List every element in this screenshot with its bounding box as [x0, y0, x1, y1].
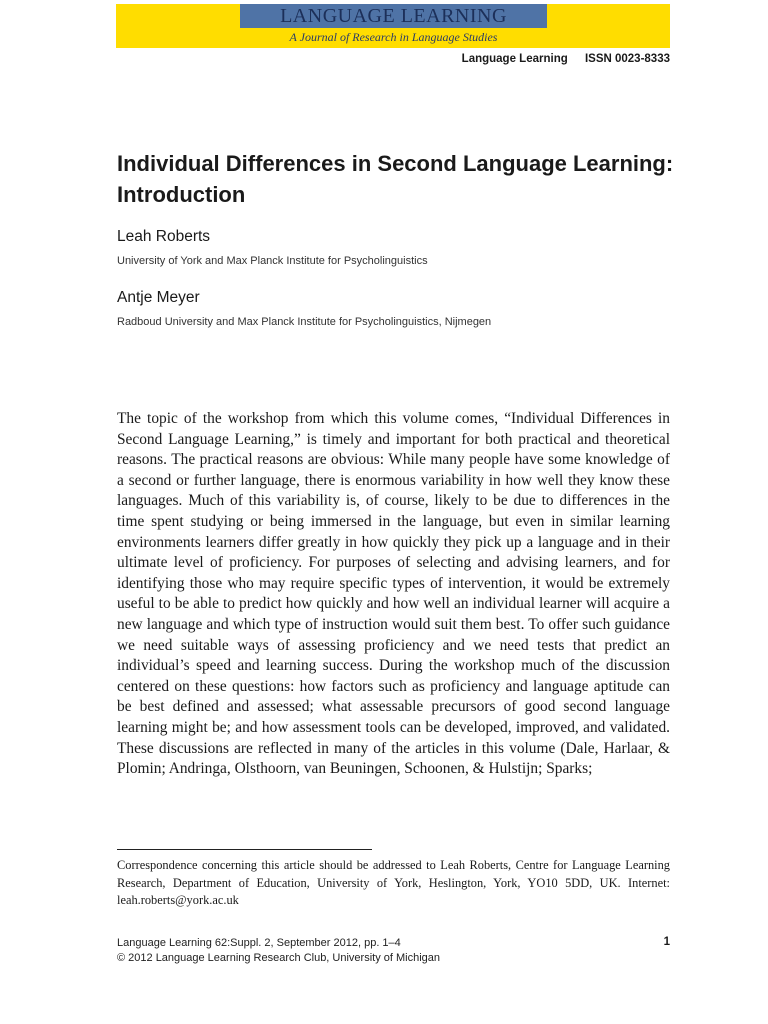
journal-name-box — [240, 4, 547, 28]
author-affiliation: Radboud University and Max Planck Institute for Psycholinguistics, Nijmegen — [117, 316, 492, 328]
body-paragraph: The topic of the workshop from which this volume comes, “Individual Differences in Second Language Learning,” is timely and important for both practical and theoretical reasons. The practical reasons are obvious: While many people have some knowledge of a second or further language, there is enormous variability in how well they know these languages. Much of this variability is, of course, likely to be due to differences in the time spent studying or being immersed in the language, but even in similar learning environments learners differ greatly in how quickly they pick up a language and in their ultimate level of proficiency. For purposes of selecting and advising learners, and for identifying those who may require specific types of intervention, it would be extremely useful to be able to predict how quickly and how well an individual learner will acquire a new language and which type of instruction would suit them best. To offer such guidance we need suitable ways of assessing proficiency and we need tests that predict an individual’s speed and learning success. During the workshop much of the discussion centered on these questions: how factors such as proficiency and language aptitude can be best defined and assessed; what assessable precursors of good second language learning might be; and how assessment tools can be developed, improved, and validated. These discussions are reflected in many of the articles in this volume (Dale, Harlaar, & Plomin; Andringa, Olsthoorn, van Beuningen, Schoonen, & Hulstijn; Sparks; — [117, 410, 670, 778]
footnote-divider — [117, 849, 372, 850]
header-issn: ISSN 0023-8333 — [584, 53, 670, 65]
article-title: Individual Differences in Second Language Learning: Introduction — [117, 151, 674, 207]
footer-copyright: © 2012 Language Learning Research Club, University of Michigan — [117, 952, 441, 964]
journal-subtitle: A Journal of Research in Language Studies — [289, 30, 498, 44]
running-header — [462, 53, 670, 65]
footer-citation: Language Learning 62:Suppl. 2, September 2012, pp. 1–4 — [117, 937, 401, 949]
page-number: 1 — [663, 936, 670, 948]
journal-name: LANGUAGE LEARNING — [280, 4, 507, 27]
header-journal: Language Learning — [461, 53, 568, 65]
author-name: Antje Meyer — [117, 289, 200, 306]
correspondence-footnote: Correspondence concerning this article should be addressed to Leah Roberts, Centre for Language Learning Research, Department of Education, University of York, Heslington, York, YO10 5DD, UK. Internet: leah.roberts@york.ac.uk — [117, 858, 670, 907]
author-name: Leah Roberts — [117, 228, 211, 245]
author-affiliation: University of York and Max Planck Institute for Psycholinguistics — [117, 255, 428, 267]
page-footer — [117, 936, 440, 966]
